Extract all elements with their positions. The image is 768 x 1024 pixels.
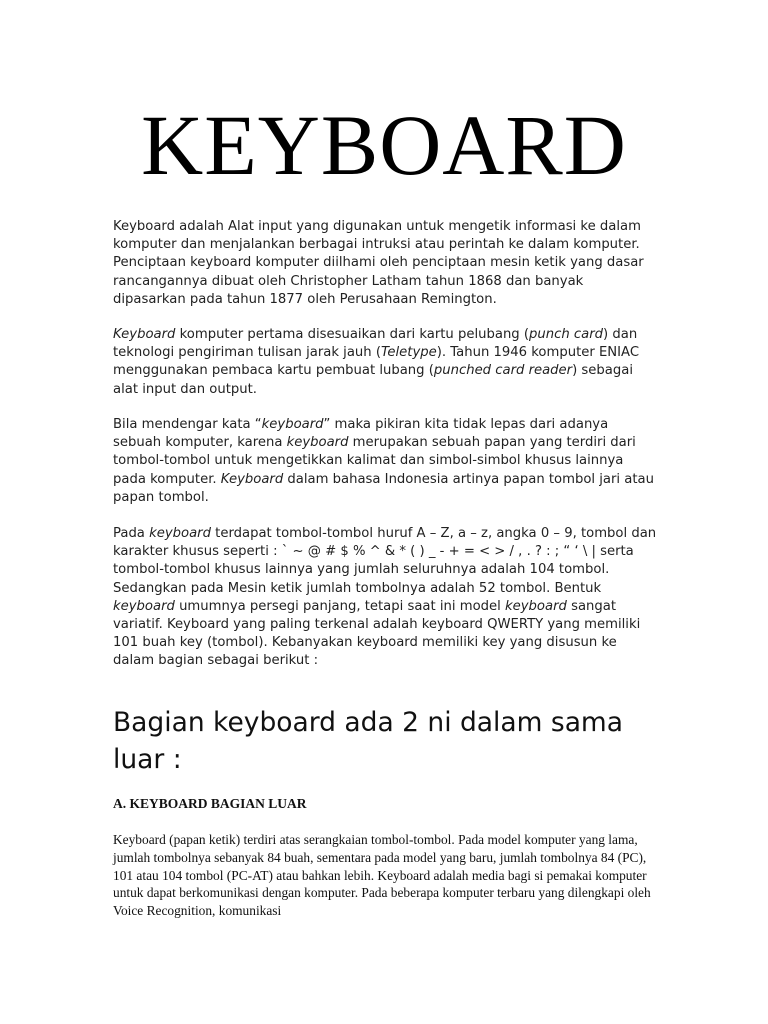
paragraph-definition-text — [113, 416, 658, 507]
text-run: sangat variatif. Keyboard yang paling terkenal adalah keyboard QWERTY yang memiliki 101 buah key (tombol). Kebanyakan keyboard memiliki key yang disusun ke dalam bagian sebagai berikut : — [113, 598, 641, 669]
italic-term: keyboard — [505, 598, 567, 614]
document-title: KEYBOARD — [141, 97, 627, 193]
text-run: umumnya persegi panjang, tetapi saat ini model — [174, 598, 505, 614]
italic-term: punched card reader — [433, 363, 573, 379]
italic-term: Teletype — [380, 345, 437, 361]
italic-term: keyboard — [261, 417, 324, 432]
subsection-heading: A. KEYBOARD BAGIAN LUAR — [113, 796, 307, 811]
paragraph-keys — [113, 525, 658, 671]
italic-term: keyboard — [286, 435, 349, 451]
text-run: terdapat tombol-tombol huruf A – Z, a – z, angka 0 – 9, tombol dan karakter khusus seperti : ` ~ @ # $ % ^ & * ( ) _ - + = < > / , . ? : ; “ ‘ \ | serta tombol-tombol khusus lainnya yang jumlah seluruhnya adalah 104 tombol. Sedangkan pada Mesin ketik jumlah tombolnya adalah 52 tombol. Bentuk — [113, 526, 657, 596]
italic-term: keyboard — [113, 598, 175, 614]
text-run: ). Tahun 1946 komputer ENIAC menggunakan pembaca kartu pembuat lubang ( — [113, 345, 640, 379]
paragraph-outer-keyboard: Keyboard (papan ketik) terdiri atas serangkaian tombol-tombol. Pada model komputer yang lama, jumlah tombolnya sebanyak 84 buah, sementara pada model yang baru, jumlah tombolnya 84 (PC), 101 atau 104 tombol (PC-AT) atau bahkan lebih. Keyboard adalah media bagi si pemakai komputer untuk dapat berkomunikasi dengan komputer. Pada beberapa komputer terbaru yang dilengkapi oleh Voice Recognition, komunikasi — [113, 832, 651, 919]
paragraph-intro — [113, 218, 658, 309]
text-run: komputer pertama disesuaikan dari kartu pelubang ( — [175, 327, 530, 342]
text-run: dalam bahasa Indonesia artinya papan tombol jari atau papan tombol. — [113, 471, 654, 505]
text-run: ) sebagai alat input dan output. — [113, 363, 633, 397]
italic-term: punch card — [529, 327, 604, 342]
text-run: Bila mendengar kata “ — [113, 417, 262, 432]
paragraph-definition — [113, 416, 658, 507]
paragraph-history-text — [113, 326, 658, 399]
italic-term: Keyboard — [220, 471, 284, 487]
section-heading: Bagian keyboard ada 2 ni dalam sama luar : — [113, 707, 623, 775]
paragraph-keys-text — [113, 525, 658, 671]
text-run: ” maka pikiran kita tidak lepas dari adanya sebuah komputer, karena — [113, 417, 609, 451]
italic-term: Keyboard — [113, 327, 176, 342]
text-run: Pada — [113, 526, 150, 541]
paragraph-intro-text: Keyboard adalah Alat input yang digunakan untuk mengetik informasi ke dalam komputer dan menjalankan berbagai intruksi atau perintah ke dalam komputer. Penciptaan keyboard komputer diilhami oleh penciptaan mesin ketik yang dasar rancangannya dibuat oleh Christopher Latham tahun 1868 dan banyak dipasarkan pada tahun 1877 oleh Perusahaan Remington. — [113, 219, 644, 307]
italic-term: keyboard — [149, 526, 211, 541]
text-run: merupakan sebuah papan yang terdiri dari tombol-tombol untuk mengetikkan kalimat dan simbol-simbol khusus lainnya pada komputer. — [113, 435, 636, 487]
paragraph-history — [113, 326, 658, 399]
text-run: ) dan teknologi pengiriman tulisan jarak jauh ( — [113, 327, 638, 361]
